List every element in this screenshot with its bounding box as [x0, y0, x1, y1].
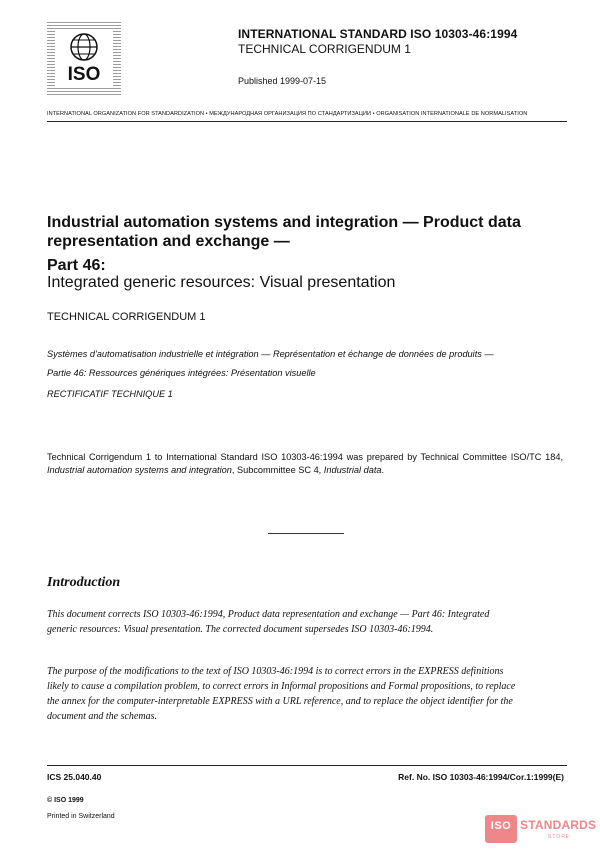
- french-title: Systèmes d'automatisation industrielle et intégration — Représentation et échange de données de produits —: [47, 349, 494, 359]
- subcommittee-name: Industrial data: [323, 465, 382, 475]
- preparation-paragraph: [47, 451, 563, 477]
- introduction-heading: Introduction: [47, 575, 121, 590]
- document-title: Industrial automation systems and integration — Product data representation and exchange —: [47, 214, 521, 250]
- french-corrigendum: RECTIFICATIF TECHNIQUE 1: [47, 389, 173, 399]
- corrigendum-label: TECHNICAL CORRIGENDUM 1: [47, 311, 206, 323]
- introduction-paragraph-2: The purpose of the modifications to the text of ISO 10303-46:1994 is to correct errors in the EXPRESS definitions likely to cause a compilation problem, to correct errors in Informal propositions and Formal propositions, to replace the annex for the computer-interpretable EXPRESS with a URL reference, and to replace the object identifier for the document and the schemas.: [47, 666, 516, 722]
- ics-code: ICS 25.040.40: [47, 772, 102, 782]
- watermark-store-text: STORE: [548, 834, 571, 840]
- prep-text-start: Technical Corrigendum 1 to International Standard ISO 10303-46:1994 was prepared by Technical Committee ISO/TC 184,: [47, 452, 563, 462]
- introduction-paragraph-1: This document corrects ISO 10303-46:1994, Product data representation and exchange — Part 46: Integrated generic resources: Visual presentation. The corrected document supersedes ISO 10303-46:1994.: [47, 609, 490, 635]
- section-divider: [268, 533, 344, 534]
- organization-line: INTERNATIONAL ORGANIZATION FOR STANDARDIZATION • МЕЖДУНАРОДНАЯ ОРГАНИЗАЦИЯ ПО СТАНДАРТИЗАЦИИ • ORGANISATION INTERNATIONALE DE NORMALISATION: [47, 111, 528, 117]
- copyright-notice: © ISO 1999: [47, 797, 84, 804]
- part-label: Part 46:: [47, 257, 106, 274]
- iso-logo: [47, 22, 121, 96]
- reference-number: Ref. No. ISO 10303-46:1994/Cor.1:1999(E): [398, 772, 564, 782]
- prep-text-middle: , Subcommittee SC 4,: [231, 465, 324, 475]
- french-part: Partie 46: Ressources génériques intégrées: Présentation visuelle: [47, 368, 316, 378]
- printed-location: Printed in Switzerland: [47, 813, 115, 820]
- logo-text: ISO: [67, 64, 101, 85]
- header-divider: [47, 121, 567, 122]
- standard-title: INTERNATIONAL STANDARD ISO 10303-46:1994: [238, 27, 518, 41]
- prep-text-end: .: [381, 465, 385, 475]
- published-date: Published 1999-07-15: [238, 76, 327, 86]
- watermark-iso-text: ISO: [490, 820, 512, 832]
- iso-standards-store-watermark: [480, 812, 600, 846]
- corrigendum-subtitle: TECHNICAL CORRIGENDUM 1: [238, 42, 411, 56]
- part-subtitle: Integrated generic resources: Visual presentation: [47, 274, 396, 291]
- footer-divider: [47, 765, 567, 766]
- watermark-standards-text: STANDARDS: [520, 818, 597, 832]
- committee-name: Industrial automation systems and integration: [47, 465, 232, 475]
